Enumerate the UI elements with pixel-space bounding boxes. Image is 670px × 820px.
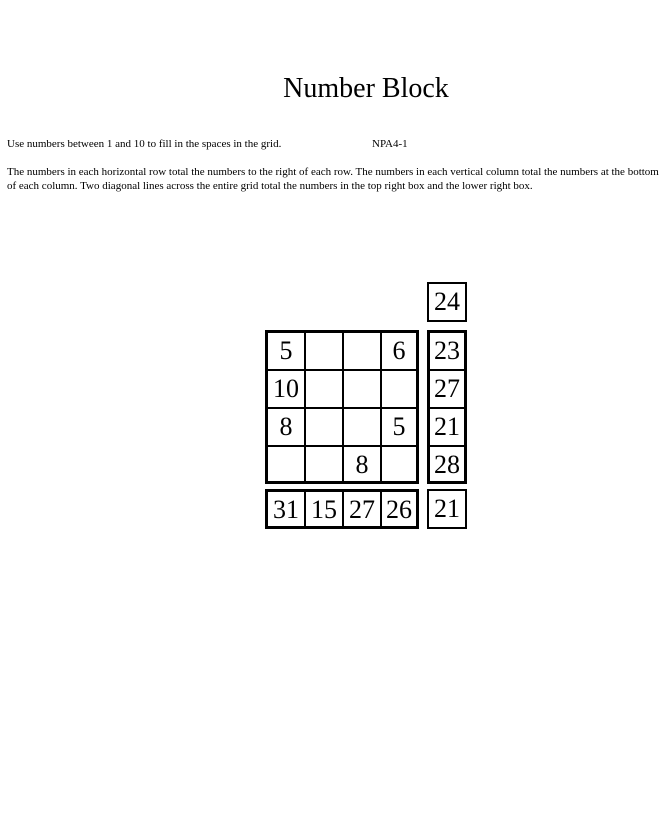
grid-cell-r2-c0[interactable]: 8	[267, 408, 305, 446]
grid-cell-r0-c1[interactable]	[305, 332, 343, 370]
row-total-0: 23	[429, 332, 465, 370]
column-total-3: 26	[381, 491, 417, 527]
page-title: Number Block	[283, 73, 449, 104]
instruction-line	[7, 137, 408, 151]
number-grid	[265, 330, 419, 484]
grid-cell-r0-c2[interactable]	[343, 332, 381, 370]
column-total-2: 27	[343, 491, 381, 527]
column-total-1: 15	[305, 491, 343, 527]
grid-cell-r3-c0[interactable]	[267, 446, 305, 482]
diagonal-top-total: 24	[434, 287, 460, 316]
row-total-1: 27	[429, 370, 465, 408]
instruction-text: Use numbers between 1 and 10 to fill in the spaces in the grid.	[7, 138, 282, 150]
grid-cell-r1-c2[interactable]	[343, 370, 381, 408]
grid-cell-r2-c1[interactable]	[305, 408, 343, 446]
grid-cell-r0-c3[interactable]: 6	[381, 332, 417, 370]
row-total-3: 28	[429, 446, 465, 482]
grid-cell-r1-c0[interactable]: 10	[267, 370, 305, 408]
diagonal-bottom-total: 21	[434, 494, 460, 523]
grid-cell-r3-c3[interactable]	[381, 446, 417, 482]
grid-cell-r2-c3[interactable]: 5	[381, 408, 417, 446]
column-totals-row	[265, 489, 419, 529]
column-total-0: 31	[267, 491, 305, 527]
grid-cell-r3-c2[interactable]: 8	[343, 446, 381, 482]
grid-cell-r2-c2[interactable]	[343, 408, 381, 446]
puzzle-code: NPA4-1	[372, 138, 408, 150]
description-text: The numbers in each horizontal row total the numbers to the right of each row. The numbers in each vertical column total the numbers at the bottom of each column. Two diagonal lines across the entire grid total the numbers in the top right box and the lower right box.	[7, 166, 659, 192]
row-totals-column	[427, 330, 467, 484]
grid-cell-r1-c1[interactable]	[305, 370, 343, 408]
diagonal-bottom-total-box	[427, 489, 467, 529]
grid-cell-r1-c3[interactable]	[381, 370, 417, 408]
grid-cell-r3-c1[interactable]	[305, 446, 343, 482]
row-total-2: 21	[429, 408, 465, 446]
diagonal-top-total-box	[427, 282, 467, 322]
grid-cell-r0-c0[interactable]: 5	[267, 332, 305, 370]
